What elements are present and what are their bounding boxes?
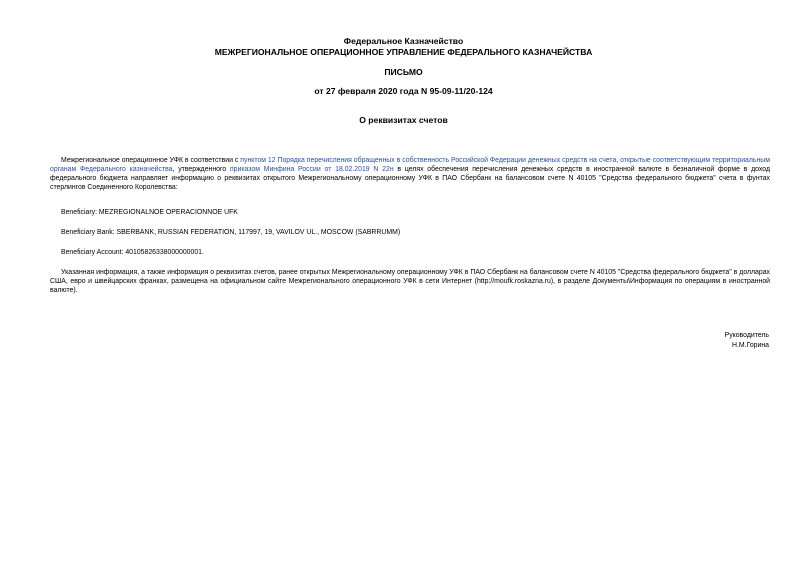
department-name: МЕЖРЕГИОНАЛЬНОЕ ОПЕРАЦИОННОЕ УПРАВЛЕНИЕ ФЕДЕРАЛЬНОГО КАЗНАЧЕЙСТВА — [214, 47, 593, 57]
beneficiary-line: Beneficiary: MEZREGIONALNOE OPERACIONNOE UFK — [61, 209, 238, 216]
signature-block — [725, 331, 769, 351]
document-date-number: от 27 февраля 2020 года N 95-09-11/20-124 — [314, 86, 493, 96]
document-subject: О реквизитах счетов — [359, 115, 448, 125]
agency-name: Федеральное Казначейство — [343, 36, 464, 46]
paragraph-text-c: в целях обеспечения перечисления денежных средств в иностранной валюте в безналичной форме в доход федерального бюджета направляет информацию о реквизитах открытого Межрегиональному операционному УФК в ПАО Сбербанк на балансовом счете N 40105 "Средства федерального бюджета" счета в фунтах стерлингов Соединенного Королевства: — [50, 166, 770, 191]
beneficiary-account-line: Beneficiary Account: 40105826338000000001. — [61, 249, 204, 256]
document-type: ПИСЬМО — [384, 67, 423, 77]
paragraph-second-text: Указанная информация, а также информация о реквизитах счетов, ранее открытых Межрегиональному операционному УФК в ПАО Сбербанк на балансовом счете N 40105 "Средства федерального бюджета" в долларах США, евро и швейцарских франках, размещена на официальном сайте Межрегионального операционного УФК в сети Интернет (http://moufk.roskazna.ru), в разделе Документы\Информация по операциям в иностранной валюте). — [50, 269, 770, 294]
paragraph-second — [50, 268, 770, 295]
order-link[interactable]: пунктом 12 Порядка перечисления обращенных в собственность Российской Федерации денежных средств на счета, открытые соответствующим территориальным органам Федерального казначейства — [50, 157, 770, 173]
signer-title: Руководитель — [724, 332, 769, 339]
signer-name: Н.М.Горина — [732, 342, 769, 349]
paragraph-text-b: , утвержденного — [172, 166, 230, 173]
paragraph-text-a: Межрегиональное операционное УФК в соответствии с — [61, 157, 241, 164]
ministry-order-link[interactable]: приказом Минфина России от 18.02.2019 N 22н — [229, 166, 394, 173]
paragraph-main — [50, 156, 770, 192]
beneficiary-bank-line: Beneficiary Bank: SBERBANK, RUSSIAN FEDERATION, 117997, 19, VAVILOV UL., MOSCOW (SABRRUMM) — [61, 229, 401, 236]
